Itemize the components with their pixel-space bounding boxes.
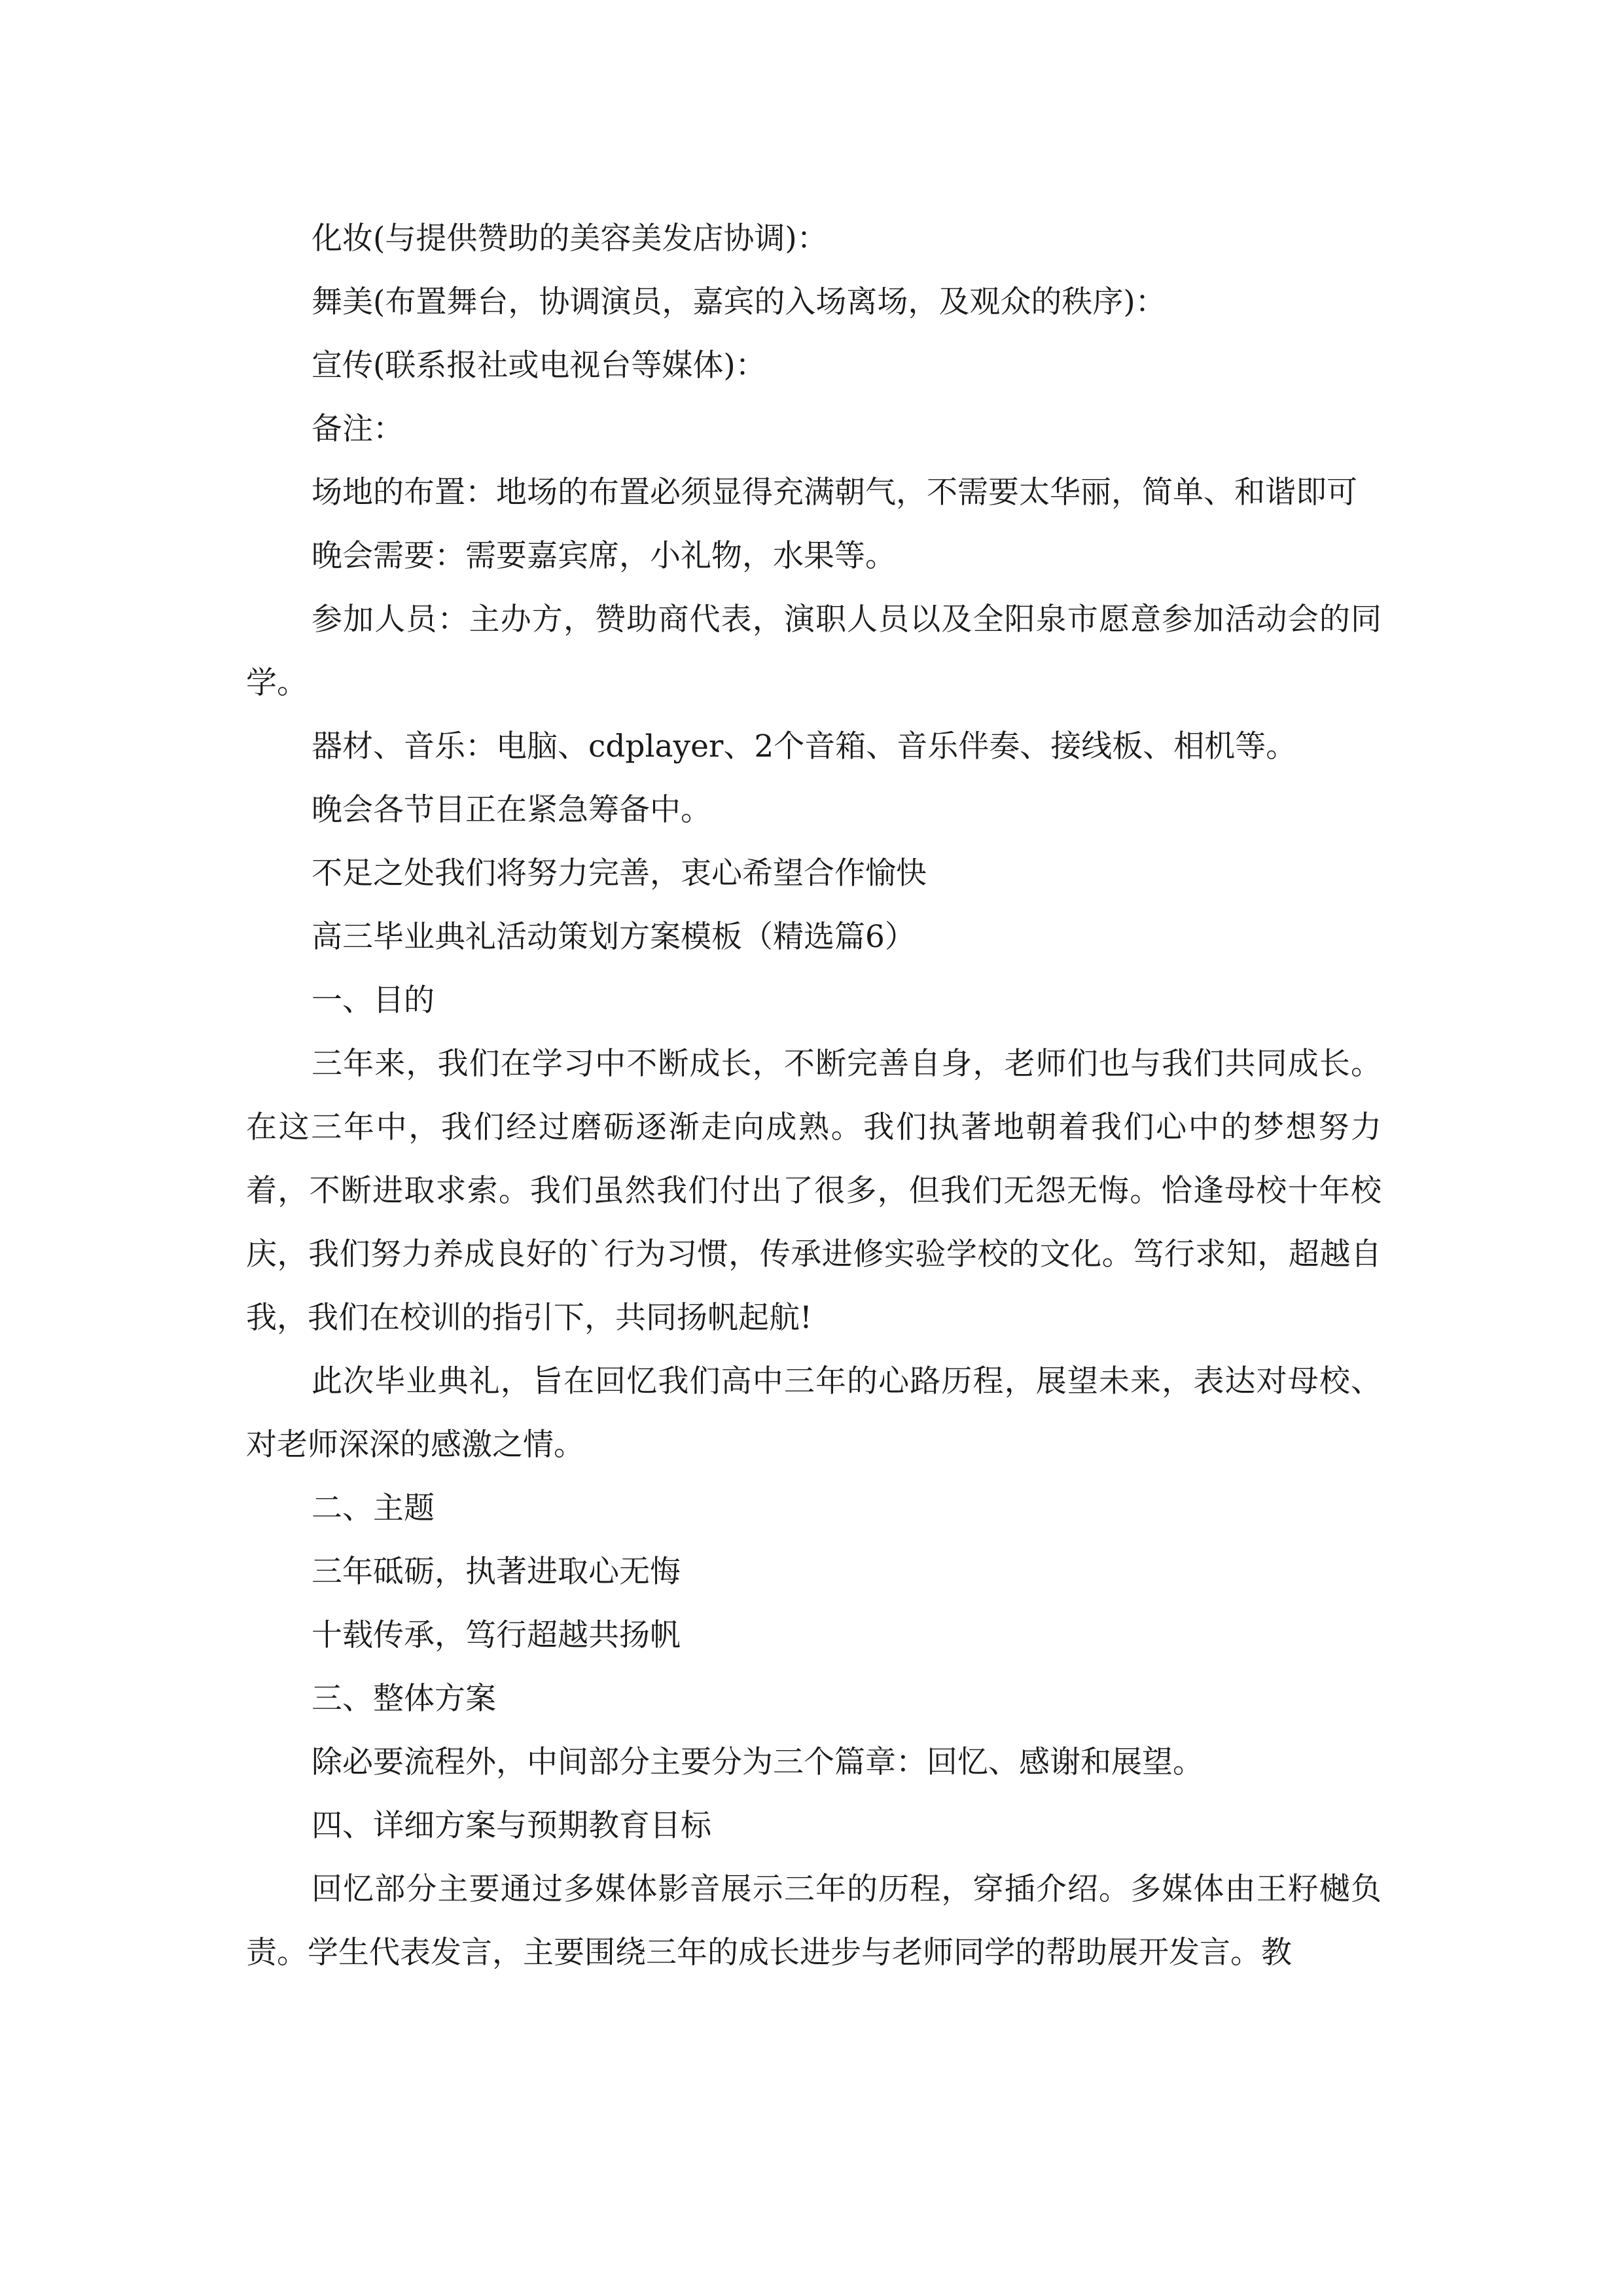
- paragraph-stage-design: 舞美(布置舞台，协调演员，嘉宾的入场离场，及观众的秩序)：: [312, 284, 1166, 320]
- section-title-template-6: 高三毕业典礼活动策划方案模板（精选篇6）: [312, 919, 916, 955]
- heading-purpose: 一、目的: [312, 982, 435, 1018]
- paragraph-program-prep: 晚会各节目正在紧急筹备中。: [312, 792, 711, 828]
- heading-overall-plan: 三、整体方案: [312, 1681, 496, 1717]
- heading-detailed-plan: 四、详细方案与预期教育目标: [312, 1808, 711, 1844]
- document-body: [246, 207, 1382, 1984]
- paragraph-publicity: 宣传(联系报社或电视台等媒体)：: [312, 348, 766, 384]
- paragraph-participants: 参加人员：主办方，赞助商代表，演职人员以及全阳泉市愿意参加活动会的同学。: [246, 601, 1382, 701]
- paragraph-equipment-music: 器材、音乐：电脑、cdplayer、2个音箱、音乐伴奏、接线板、相机等。: [312, 728, 1297, 764]
- paragraph-purpose-body: 三年来，我们在学习中不断成长，不断完善自身，老师们也与我们共同成长。在这三年中，我们经过磨砺逐渐走向成熟。我们执著地朝着我们心中的梦想努力着，不断进取求索。我们虽然我们付出了很多，但我们无怨无悔。恰逢母校十年校庆，我们努力养成良好的`行为习惯，传承进修实验学校的文化。笃行求知，超越自我，我们在校训的指引下，共同扬帆起航!: [246, 1046, 1382, 1336]
- heading-theme: 二、主题: [312, 1490, 435, 1526]
- paragraph-closing-wish: 不足之处我们将努力完善，衷心希望合作愉快: [312, 855, 927, 891]
- paragraph-gala-needs: 晚会需要：需要嘉宾席，小礼物，水果等。: [312, 538, 896, 574]
- paragraph-overall-plan: 除必要流程外，中间部分主要分为三个篇章：回忆、感谢和展望。: [312, 1744, 1204, 1780]
- paragraph-notes-heading: 备注：: [312, 411, 404, 447]
- paragraph-review-section: 回忆部分主要通过多媒体影音展示三年的历程，穿插介绍。多媒体由王籽樾负责。学生代表发言，主要围绕三年的成长进步与老师同学的帮助展开发言。教: [246, 1871, 1382, 1971]
- paragraph-ceremony-aim: 此次毕业典礼，旨在回忆我们高中三年的心路历程，展望未来，表达对母校、对老师深深的感激之情。: [246, 1363, 1382, 1463]
- theme-line-1: 三年砥砺，执著进取心无悔: [312, 1554, 681, 1590]
- paragraph-venue-layout: 场地的布置：地场的布置必须显得充满朝气，不需要太华丽，简单、和谐即可: [312, 475, 1357, 511]
- theme-line-2: 十载传承，笃行超越共扬帆: [312, 1617, 681, 1653]
- paragraph-makeup: 化妆(与提供赞助的美容美发店协调)：: [312, 221, 828, 257]
